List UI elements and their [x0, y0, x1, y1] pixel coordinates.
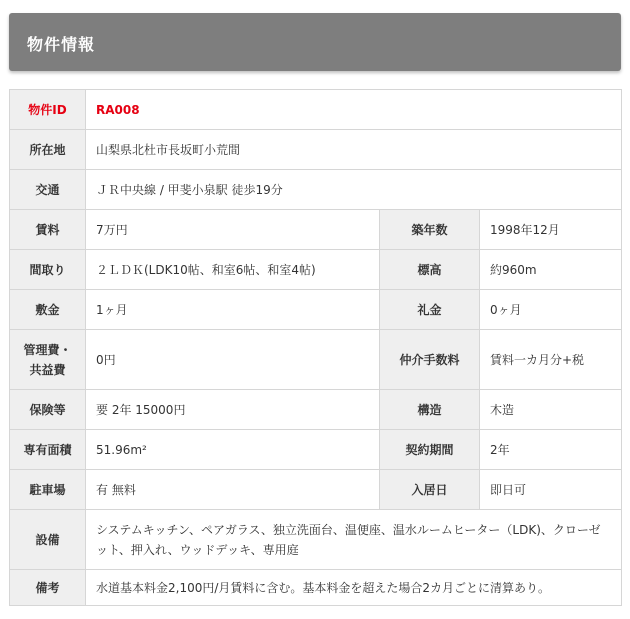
built-value: 1998年12月 — [480, 210, 622, 250]
parking-label: 駐車場 — [10, 470, 86, 510]
facilities-label: 設備 — [10, 510, 86, 570]
structure-label: 構造 — [380, 390, 480, 430]
rent-label: 賃料 — [10, 210, 86, 250]
property-id-value: RA008 — [86, 90, 622, 130]
table-row — [10, 330, 622, 390]
management-fee-label — [10, 330, 86, 390]
built-label: 築年数 — [380, 210, 480, 250]
remarks-label: 備考 — [10, 570, 86, 606]
brokerage-fee-label: 仲介手数料 — [380, 330, 480, 390]
table-row — [10, 90, 622, 130]
layout-value: ２ＬＤＫ(LDK10帖、和室6帖、和室4帖) — [86, 250, 380, 290]
key-money-value: 0ヶ月 — [480, 290, 622, 330]
move-in-value: 即日可 — [480, 470, 622, 510]
deposit-label: 敷金 — [10, 290, 86, 330]
contract-period-label: 契約期間 — [380, 430, 480, 470]
layout-label: 間取り — [10, 250, 86, 290]
table-row — [10, 430, 622, 470]
property-info-table — [9, 89, 622, 606]
contract-period-value: 2年 — [480, 430, 622, 470]
location-label: 所在地 — [10, 130, 86, 170]
floor-area-label: 専有面積 — [10, 430, 86, 470]
table-row — [10, 250, 622, 290]
table-row — [10, 170, 622, 210]
elevation-label: 標高 — [380, 250, 480, 290]
brokerage-fee-value: 賃料一カ月分+税 — [480, 330, 622, 390]
rent-value: 7万円 — [86, 210, 380, 250]
move-in-label: 入居日 — [380, 470, 480, 510]
deposit-value: 1ヶ月 — [86, 290, 380, 330]
table-row — [10, 210, 622, 250]
table-row — [10, 130, 622, 170]
location-value: 山梨県北杜市長坂町小荒間 — [86, 130, 622, 170]
floor-area-value: 51.96m² — [86, 430, 380, 470]
section-header — [9, 13, 621, 71]
structure-value: 木造 — [480, 390, 622, 430]
table-row — [10, 390, 622, 430]
transport-label: 交通 — [10, 170, 86, 210]
section-title: 物件情報 — [27, 35, 96, 54]
table-row — [10, 510, 622, 570]
management-fee-label-line1: 管理費・ — [23, 342, 72, 357]
table-row — [10, 570, 622, 606]
management-fee-value: 0円 — [86, 330, 380, 390]
facilities-value: システムキッチン、ペアガラス、独立洗面台、温便座、温水ルームヒーター（LDK)、クローゼット、押入れ、ウッドデッキ、専用庭 — [86, 510, 622, 570]
table-row — [10, 470, 622, 510]
table-row — [10, 290, 622, 330]
insurance-label: 保険等 — [10, 390, 86, 430]
insurance-value: 要 2年 15000円 — [86, 390, 380, 430]
key-money-label: 礼金 — [380, 290, 480, 330]
property-id-label: 物件ID — [10, 90, 86, 130]
remarks-value: 水道基本料金2,100円/月賃料に含む。基本料金を超えた場合2カ月ごとに清算あり。 — [86, 570, 622, 606]
elevation-value: 約960m — [480, 250, 622, 290]
management-fee-label-line2: 共益費 — [29, 362, 66, 377]
transport-value: ＪＲ中央線 / 甲斐小泉駅 徒歩19分 — [86, 170, 622, 210]
parking-value: 有 無料 — [86, 470, 380, 510]
